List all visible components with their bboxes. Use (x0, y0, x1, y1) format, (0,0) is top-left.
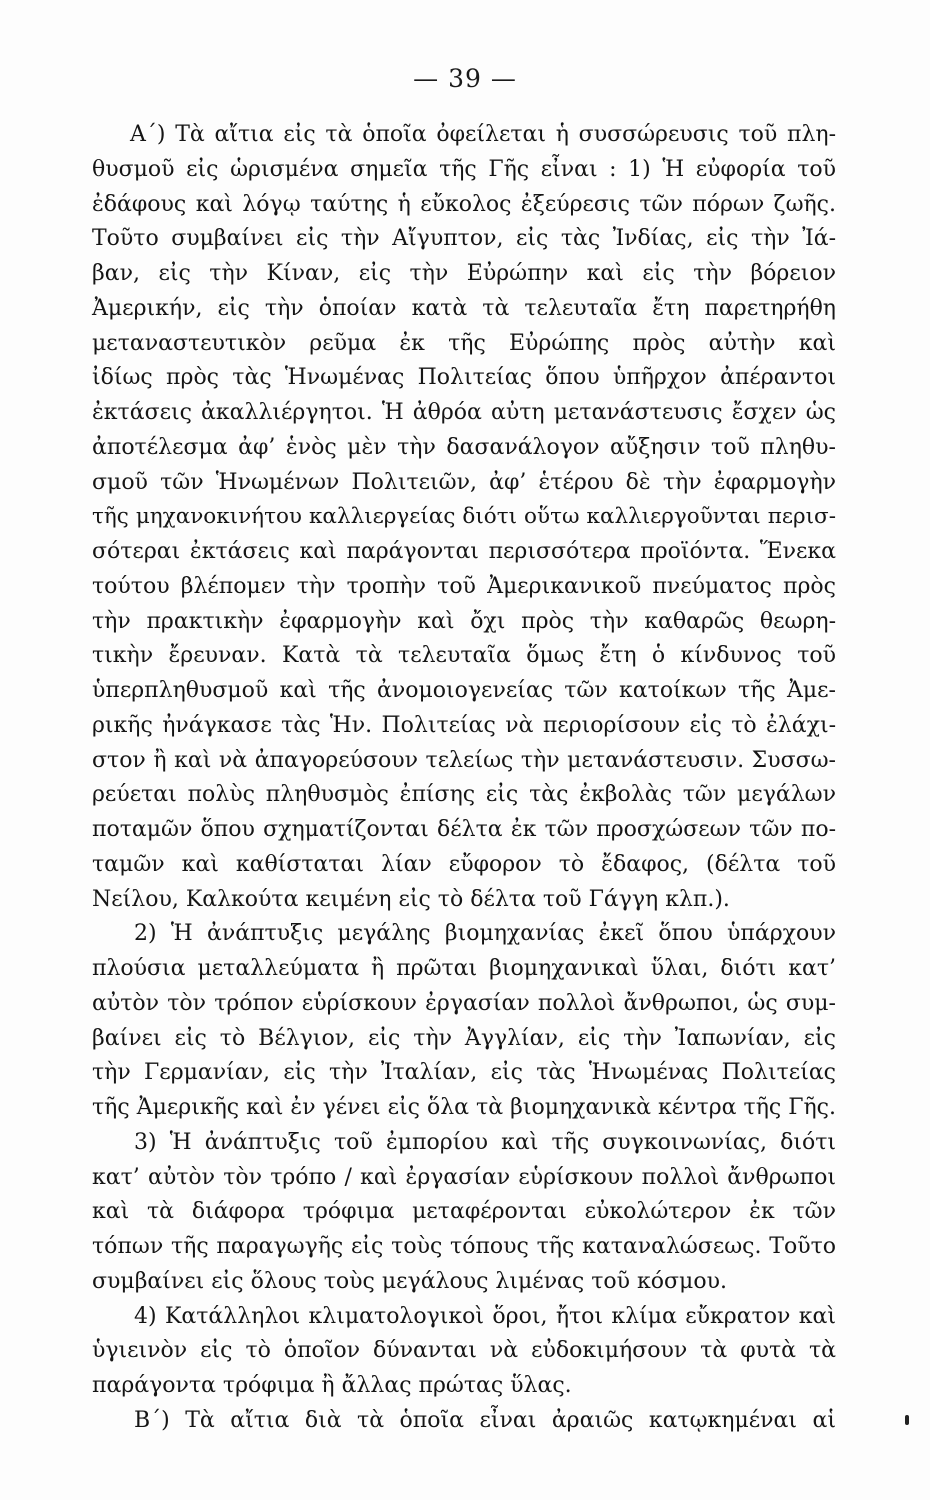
text-line: ποταμῶν ὅπου σχηματίζονται δέλτα ἐκ τῶν προσχώσεων τῶν πο- (92, 817, 836, 842)
text-line: πλούσια μεταλλεύματα ἢ πρῶται βιομηχανικαὶ ὕλαι, διότι κατ’ (92, 956, 836, 981)
text-line: τούτου βλέπομεν τὴν τροπὴν τοῦ Ἀμερικανικοῦ πνεύματος πρὸς (92, 573, 836, 599)
text-line: συμβαίνει εἰς ὅλους τοὺς μεγάλους λιμένας τοῦ κόσμου. (92, 1268, 727, 1294)
text-line: τὴν πρακτικὴν ἐφαρμογὴν καὶ ὄχι πρὸς τὴν καθαρῶς θεωρη- (92, 608, 836, 634)
text-line: Ἀμερικήν, εἰς τὴν ὁποίαν κατὰ τὰ τελευταῖα ἔτη παρετηρήθη (92, 295, 836, 321)
text-line: τὴν Γερμανίαν, εἰς τὴν Ἰταλίαν, εἰς τὰς Ἡνωμένας Πολιτείας (92, 1060, 836, 1086)
text-line: 3) Ἡ ἀνάπτυξις τοῦ ἐμπορίου καὶ τῆς συγκοινωνίας, διότι (134, 1129, 836, 1155)
text-line: ἐκτάσεις ἀκαλλιέργητοι. Ἡ ἀθρόα αὐτη μετανάστευσις ἔσχεν ὡς (92, 400, 836, 425)
text-line: τικὴν ἔρευναν. Κατὰ τὰ τελευταῖα ὅμως ἔτη ὁ κίνδυνος τοῦ (92, 643, 836, 669)
text-line: σμοῦ τῶν Ἡνωμένων Πολιτειῶν, ἀφ’ ἑτέρου δὲ τὴν ἐφαρμογὴν (92, 469, 836, 495)
text-line: ταμῶν καὶ καθίσταται λίαν εὔφορον τὸ ἔδαφος, (δέλτα τοῦ (92, 851, 836, 877)
text-line: τόπων τῆς παραγωγῆς εἰς τοὺς τόπους τῆς καταναλώσεως. Τοῦτο (92, 1234, 836, 1259)
text-line: Β΄) Τὰ αἴτια διὰ τὰ ὁποῖα εἶναι ἀραιῶς κατῳκημέναι αἱ (134, 1407, 836, 1433)
text-line: ἐδάφους καὶ λόγῳ ταύτης ἡ εὔκολος ἐξεύρεσις τῶν πόρων ζωῆς. (92, 191, 836, 217)
text-line: Α΄) Τὰ αἴτια εἰς τὰ ὁποῖα ὀφείλεται ἡ συσσώρευσις τοῦ πλη- (130, 122, 836, 147)
text-line: παράγοντα τρόφιμα ἢ ἄλλας πρώτας ὕλας. (92, 1373, 572, 1398)
text-line: ὑγιεινὸν εἰς τὸ ὁποῖον δύνανται νὰ εὐδοκιμήσουν τὰ φυτὰ τὰ (92, 1338, 836, 1364)
text-line: ὑπερπληθυσμοῦ καὶ τῆς ἀνομοιογενείας τῶν κατοίκων τῆς Ἀμε- (92, 678, 836, 703)
text-line: στον ἢ καὶ νὰ ἀπαγορεύσουν τελείως τὴν μετανάστευσιν. Συσσω- (92, 747, 836, 773)
text-line: καὶ τὰ διάφορα τρόφιμα μεταφέρονται εὐκολώτερον ἐκ τῶν (92, 1199, 836, 1225)
text-line: ρικῆς ἠνάγκασε τὰς Ἡν. Πολιτείας νὰ περιορίσουν εἰς τὸ ἐλάχι- (92, 712, 836, 738)
text-line: ἰδίως πρὸς τὰς Ἡνωμένας Πολιτείας ὅπου ὑπῆρχον ἀπέραντοι (92, 365, 836, 391)
ink-speck (905, 1415, 909, 1425)
text-line: 4) Κατάλληλοι κλιματολογικοὶ ὅροι, ἤτοι κλίμα εὔκρατον καὶ (134, 1303, 836, 1329)
text-line: Τοῦτο συμβαίνει εἰς τὴν Αἴγυπτον, εἰς τὰς Ἰνδίας, εἰς τὴν Ἰά- (92, 226, 836, 252)
text-line: μεταναστευτικὸν ρεῦμα ἐκ τῆς Εὐρώπης πρὸς αὐτὴν καὶ (92, 330, 836, 356)
text-line: ρεύεται πολὺς πληθυσμὸς ἐπίσης εἰς τὰς ἐκβολὰς τῶν μεγάλων (92, 782, 836, 808)
text-line: τῆς Ἀμερικῆς καὶ ἐν γένει εἰς ὅλα τὰ βιομηχανικὰ κέντρα τῆς Γῆς. (92, 1095, 836, 1120)
text-line: σότεραι ἐκτάσεις καὶ παράγονται περισσότερα προϊόντα. Ἕνεκα (92, 539, 836, 564)
text-line: θυσμοῦ εἰς ὡρισμένα σημεῖα τῆς Γῆς εἶναι : 1) Ἡ εὐφορία τοῦ (92, 156, 836, 182)
body-text (92, 118, 836, 1439)
text-line: Νείλου, Καλκούτα κειμένη εἰς τὸ δέλτα τοῦ Γάγγη κλπ.). (92, 886, 730, 912)
page-number: — 39 — (413, 64, 517, 93)
text-line: βαίνει εἰς τὸ Βέλγιον, εἰς τὴν Ἀγγλίαν, εἰς τὴν Ἰαπωνίαν, εἰς (92, 1025, 836, 1051)
text-line: αὐτὸν τὸν τρόπον εὑρίσκουν ἐργασίαν πολλοὶ ἄνθρωποι, ὡς συμ- (92, 990, 836, 1016)
text-line: τῆς μηχανοκινήτου καλλιεργείας διότι οὕτω καλλιεργοῦνται περισ- (92, 504, 836, 530)
text-line: βαν, εἰς τὴν Κίναν, εἰς τὴν Εὐρώπην καὶ εἰς τὴν βόρειον (92, 261, 836, 286)
text-line: ἀποτέλεσμα ἀφ’ ἑνὸς μὲν τὴν δασανάλογον αὔξησιν τοῦ πληθυ- (92, 434, 836, 460)
text-line: κατ’ αὐτὸν τὸν τρόπο / καὶ ἐργασίαν εὑρίσκουν πολλοὶ ἄνθρωποι (92, 1164, 836, 1190)
text-line: 2) Ἡ ἀνάπτυξις μεγάλης βιομηχανίας ἐκεῖ ὅπου ὑπάρχουν (134, 921, 836, 947)
